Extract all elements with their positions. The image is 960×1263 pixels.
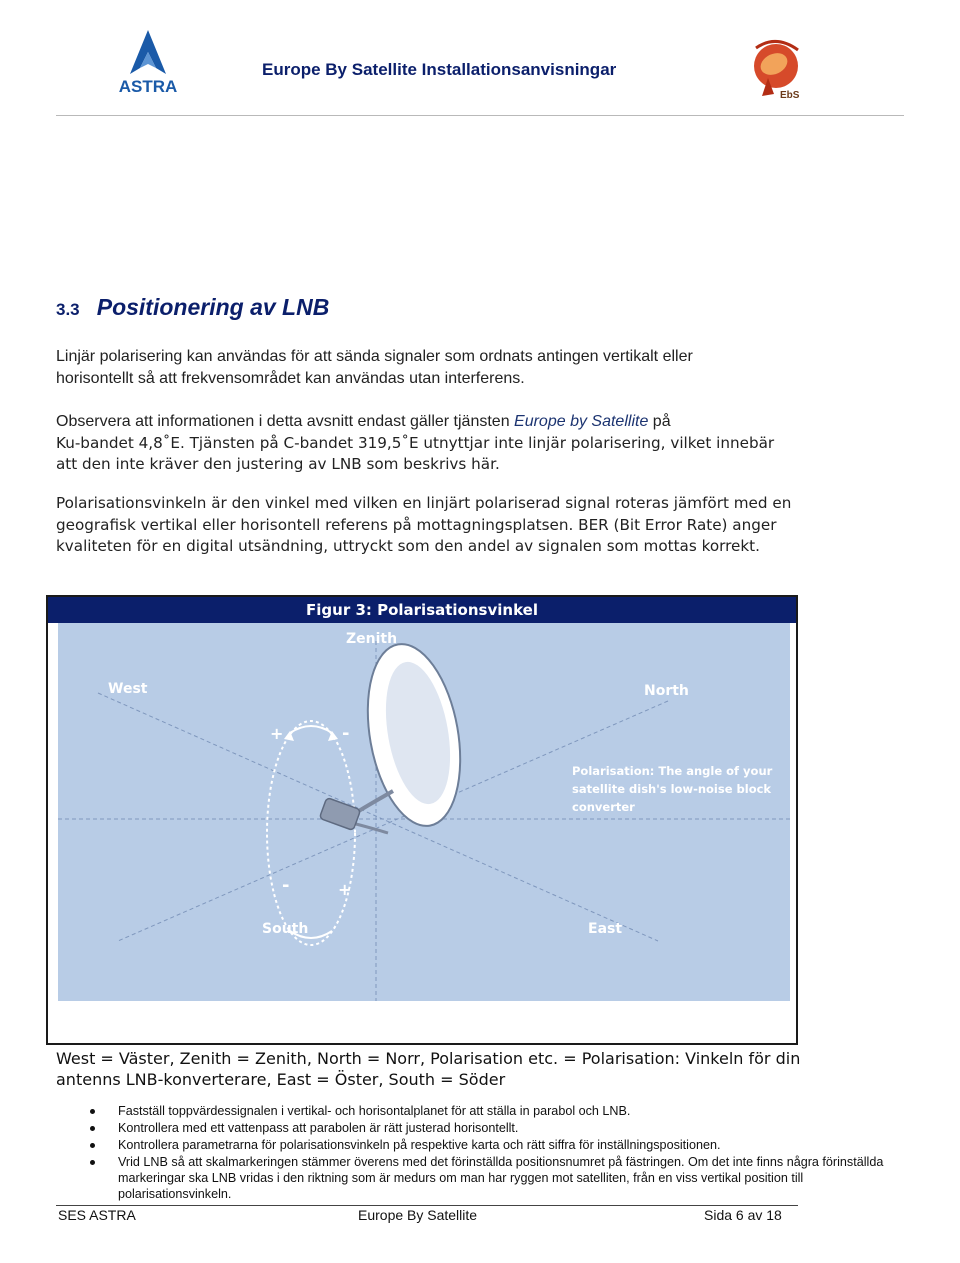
astra-logo xyxy=(108,28,188,98)
paragraph-line xyxy=(56,411,906,433)
label-zenith: Zenith xyxy=(346,631,398,647)
footer-product: Europe By Satellite xyxy=(358,1207,478,1223)
list-item-text: Kontrollera parametrarna för polarisationsvinkeln på respektive karta och rätt siffra för inställningspositionen. xyxy=(118,1138,721,1152)
paragraph-line: geografisk vertikal eller horisontell referens på mottagningsplatsen. BER (Bit Error Rate) anger xyxy=(56,515,777,534)
section-heading xyxy=(56,294,329,321)
label-polarisation-line: satellite dish's low-noise block xyxy=(572,782,772,796)
ebs-logo xyxy=(738,38,818,104)
list-item-text: Vrid LNB så att skalmarkeringen stämmer överens med det förinställda positionsnumret på fästringen. Om det inte finns några förinställda markeringar ska LNB vridas i den riktning som är medurs om man har ryggen mot satelliten, från en viss vertikal position till polarisationsvinkeln. xyxy=(118,1155,884,1201)
figure-caption: Figur 3: Polarisationsvinkel xyxy=(48,597,796,623)
paragraph-line: Ku-bandet 4,8˚E. Tjänsten på C-bandet 319,5˚E utnyttjar inte linjär polarisering, vilket innebär xyxy=(56,433,775,452)
list-item xyxy=(90,1103,890,1119)
paragraph-polarisation-intro xyxy=(56,346,906,389)
figure-legend xyxy=(56,1048,906,1090)
label-south: South xyxy=(262,921,309,937)
figure-polarisation xyxy=(46,595,798,1045)
label-east: East xyxy=(588,921,623,937)
bullet-icon xyxy=(90,1143,95,1148)
bullet-icon xyxy=(90,1109,95,1114)
instruction-list xyxy=(90,1103,890,1203)
header-divider xyxy=(56,115,904,116)
footer-company: SES ASTRA xyxy=(58,1207,136,1223)
service-name: Europe by Satellite xyxy=(514,413,649,430)
bullet-icon xyxy=(90,1160,95,1165)
paragraph-text: på xyxy=(648,413,671,430)
astra-logo-text: ASTRA xyxy=(118,77,178,96)
label-west: West xyxy=(108,681,148,697)
paragraph-line: Polarisationsvinkeln är den vinkel med vilken en linjärt polariserad signal roteras jämfört med en xyxy=(56,494,792,512)
bullet-icon xyxy=(90,1126,95,1131)
label-minus-top: - xyxy=(342,723,350,744)
paragraph-line: kvaliteten för en digital utsändning, uttryckt som den andel av signalen som mottas korrekt. xyxy=(56,537,760,555)
header-title: Europe By Satellite Installationsanvisningar xyxy=(262,60,617,79)
label-plus-bottom: + xyxy=(338,880,352,899)
list-item xyxy=(90,1137,890,1153)
label-polarisation-line: Polarisation: The angle of your xyxy=(572,764,773,778)
paragraph-line: att den inte kräver den justering av LNB som beskrivs här. xyxy=(56,455,500,473)
label-north: North xyxy=(644,683,689,699)
list-item xyxy=(90,1154,890,1202)
label-polarisation-line: converter xyxy=(572,800,635,814)
footer-page-number: Sida 6 av 18 xyxy=(704,1207,782,1223)
paragraph-line: horisontellt så att frekvensområdet kan användas utan interferens. xyxy=(56,369,525,387)
footer-divider xyxy=(56,1205,798,1206)
paragraph-polarisation-angle xyxy=(56,493,906,558)
polarisation-diagram xyxy=(58,623,790,1001)
list-item xyxy=(90,1120,890,1136)
legend-line: antenns LNB-konverterare, East = Öster, South = Söder xyxy=(56,1070,506,1089)
section-number: 3.3 xyxy=(56,300,80,319)
section-title: Positionering av LNB xyxy=(96,294,330,320)
list-item-text: Kontrollera med ett vattenpass att parabolen är rätt justerad horisontellt. xyxy=(118,1121,519,1135)
paragraph-text: Observera att informationen i detta avsnitt endast gäller tjänsten xyxy=(56,413,515,430)
paragraph-line: Linjär polarisering kan användas för att sända signaler som ordnats antingen vertikalt eller xyxy=(56,348,693,365)
label-plus-top: + xyxy=(270,724,284,743)
ebs-logo-text: EbS xyxy=(780,90,800,101)
label-minus-bottom: - xyxy=(282,875,290,896)
paragraph-service-note xyxy=(56,411,906,476)
legend-line: West = Väster, Zenith = Zenith, North = Norr, Polarisation etc. = Polarisation: Vinkeln för din xyxy=(56,1049,801,1068)
list-item-text: Fastställ toppvärdessignalen i vertikal- och horisontalplanet för att ställa in parabol och LNB. xyxy=(118,1104,631,1118)
